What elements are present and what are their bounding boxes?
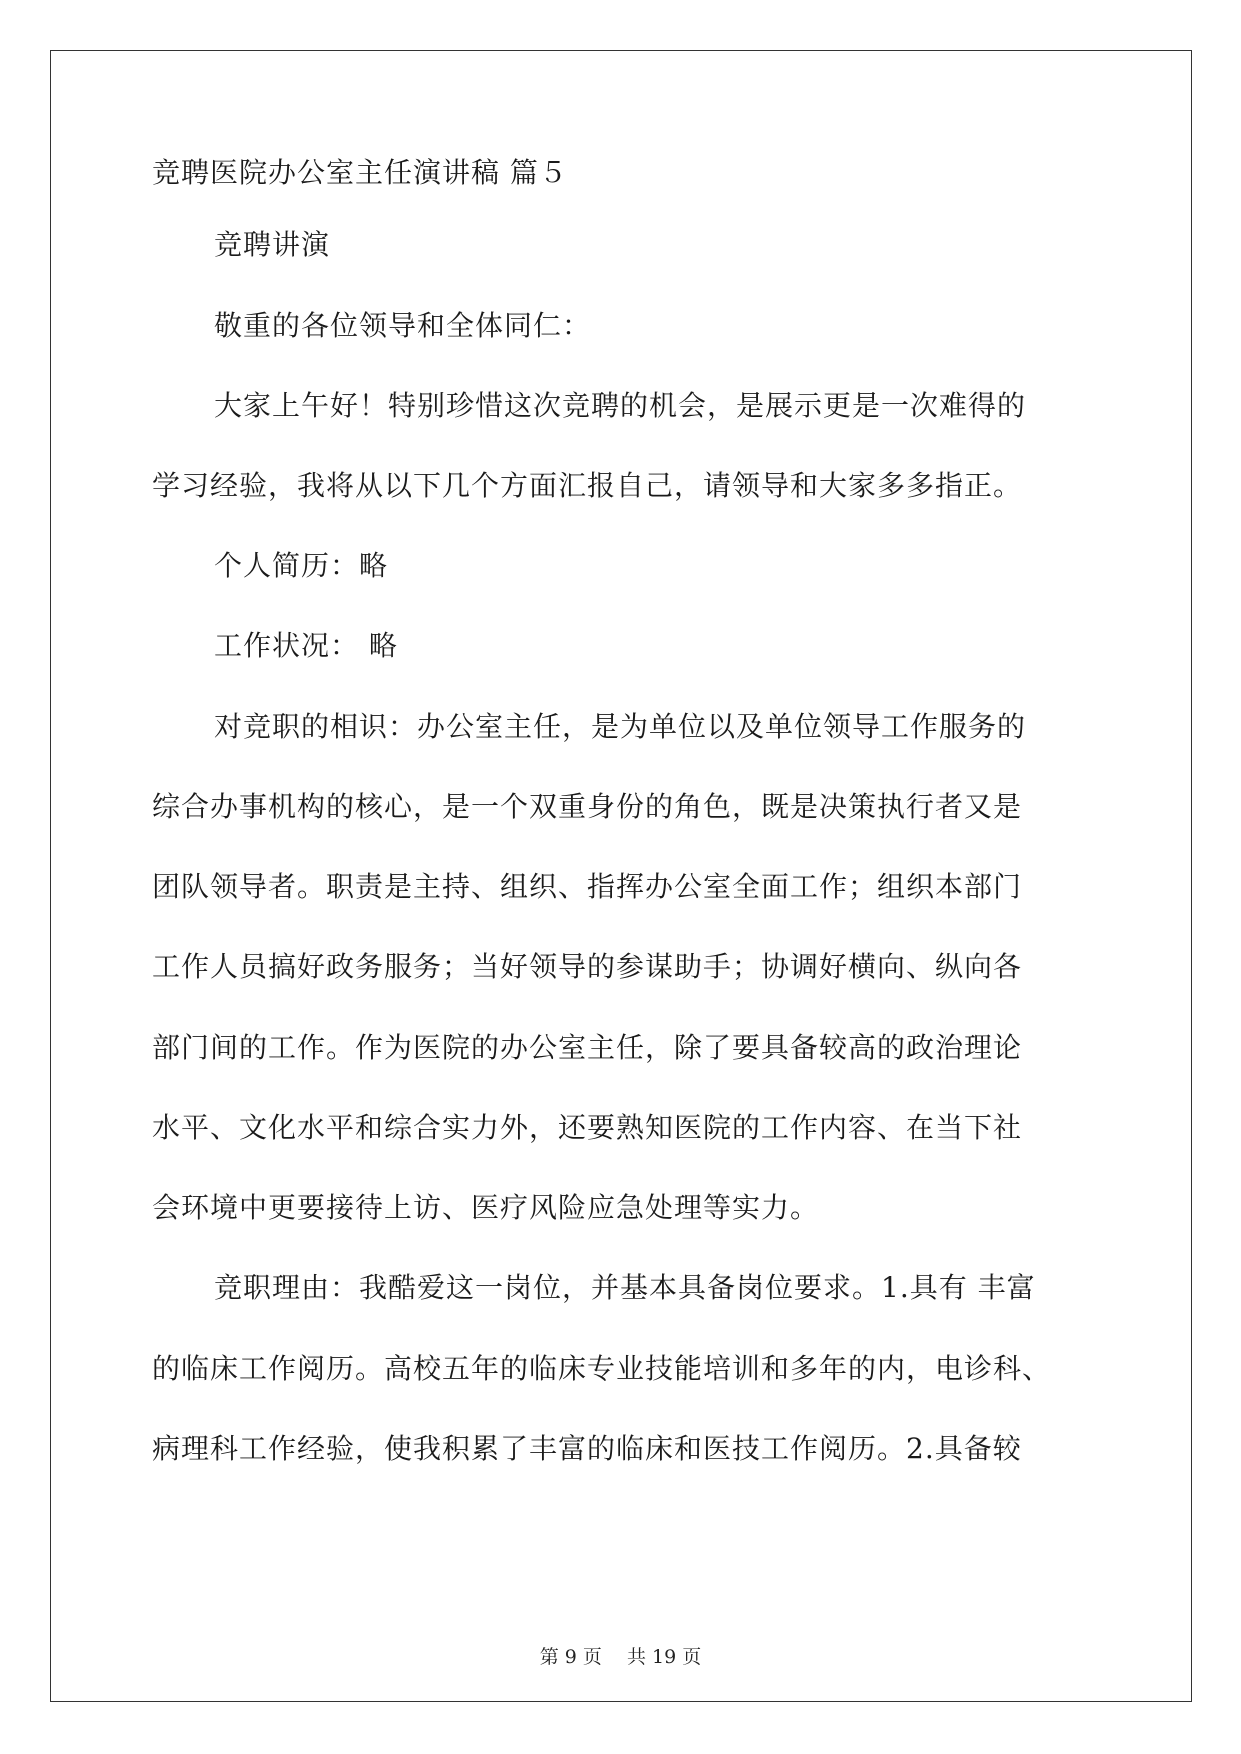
paragraph-line: 的临床工作阅历。高校五年的临床专业技能培训和多年的内，电诊科、: [152, 1352, 1052, 1385]
paragraph-line: 对竞职的相识：办公室主任，是为单位以及单位领导工作服务的: [214, 710, 1027, 743]
paragraph-line: 水平、文化水平和综合实力外，还要熟知医院的工作内容、在当下社: [152, 1111, 1023, 1144]
paragraph-line: 工作状况： 略: [214, 629, 398, 662]
paragraph-line: 综合办事机构的核心，是一个双重身份的角色，既是决策执行者又是: [152, 790, 1023, 823]
paragraph-line: 竞聘讲演: [214, 228, 331, 261]
paragraph-line: 学习经验，我将从以下几个方面汇报自己，请领导和大家多多指正。: [152, 469, 1023, 502]
paragraph-line: 大家上午好！特别珍惜这次竞聘的机会，是展示更是一次难得的: [214, 389, 1027, 422]
paragraph-line: 个人简历：略: [214, 549, 389, 582]
paragraph-line: 团队领导者。职责是主持、组织、指挥办公室全面工作；组织本部门: [152, 870, 1023, 903]
paragraph-line: 会环境中更要接待上访、医疗风险应急处理等实力。: [152, 1191, 820, 1224]
paragraph-line: 病理科工作经验，使我积累了丰富的临床和医技工作阅历。2.具备较: [152, 1432, 1022, 1465]
paragraph-line: 敬重的各位领导和全体同仁：: [214, 309, 592, 342]
paragraph-line: 工作人员搞好政务服务；当好领导的参谋助手；协调好横向、纵向各: [152, 950, 1023, 983]
paragraph-line: 竞职理由：我酷爱这一岗位，并基本具备岗位要求。1.具有 丰富: [214, 1271, 1036, 1304]
document-title: 竞聘医院办公室主任演讲稿 篇５: [152, 156, 568, 189]
paragraph-line: 部门间的工作。作为医院的办公室主任，除了要具备较高的政治理论: [152, 1031, 1023, 1064]
page-number: 第 9 页 共 19 页: [539, 1646, 702, 1668]
